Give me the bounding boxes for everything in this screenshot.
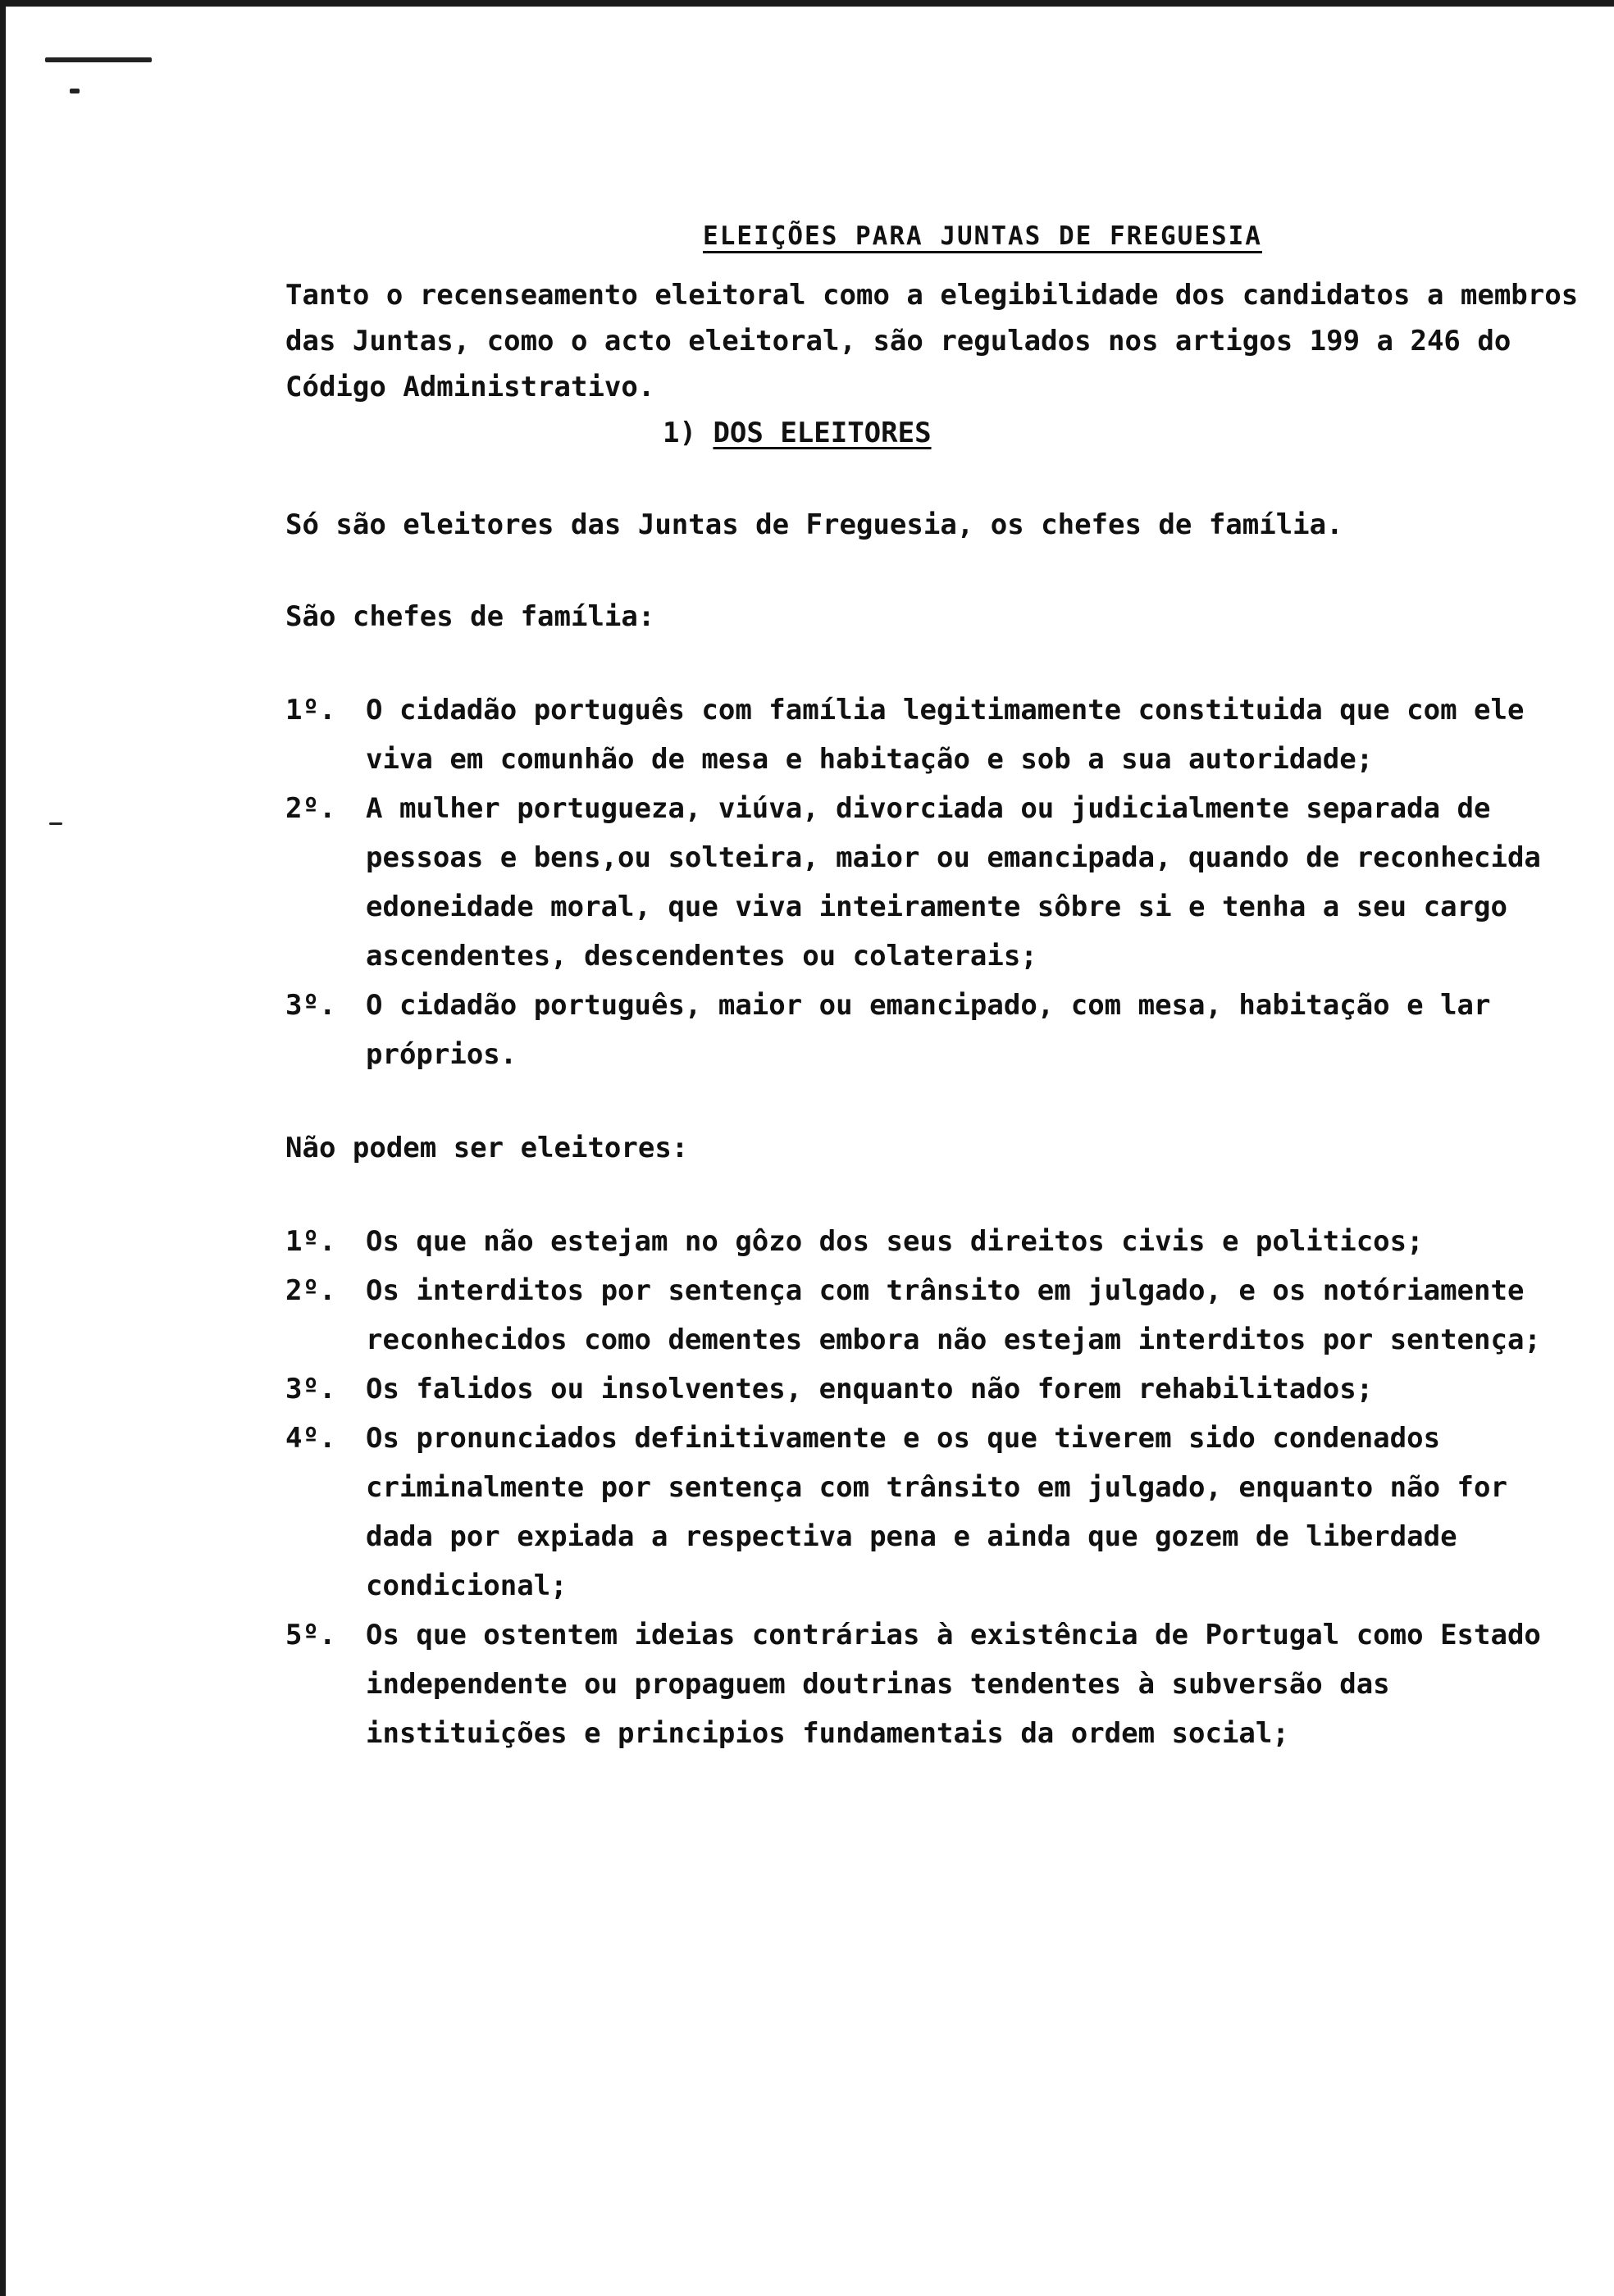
item-text: O cidadão português com família legitimamente constituida que com ele viva em comunhão de mesa e habitação e sob a sua autoridade; bbox=[366, 694, 1525, 776]
list-item bbox=[285, 1266, 1581, 1364]
item-number: 2º. bbox=[285, 1274, 336, 1307]
item-text: Os falidos ou insolventes, enquanto não forem rehabilitados; bbox=[366, 1373, 1374, 1405]
item-number: 1º. bbox=[285, 1225, 336, 1258]
list-item bbox=[285, 981, 1581, 1079]
item-number: 3º. bbox=[285, 1373, 336, 1405]
section-heading bbox=[285, 410, 1581, 456]
list-item bbox=[285, 686, 1581, 784]
document-body bbox=[285, 221, 1581, 1804]
list-item bbox=[285, 1217, 1581, 1266]
section-title: DOS ELEITORES bbox=[713, 417, 932, 449]
page-border-top bbox=[0, 0, 1614, 7]
section-number: 1) bbox=[663, 417, 696, 449]
non-electors-list bbox=[285, 1217, 1581, 1758]
item-number: 3º. bbox=[285, 989, 336, 1022]
item-number: 4º. bbox=[285, 1422, 336, 1455]
page-border-left bbox=[0, 0, 6, 2296]
item-number: 1º. bbox=[285, 694, 336, 727]
heads-of-family-label: São chefes de família: bbox=[285, 600, 655, 633]
item-text: Os que ostentem ideias contrárias à existência de Portugal como Estado independente ou propaguem doutrinas tendentes à subversão das instituições e principios fundamentais da ordem social; bbox=[366, 1619, 1541, 1750]
list-item bbox=[285, 1364, 1581, 1414]
document-title: ELEIÇÕES PARA JUNTAS DE FREGUESIA bbox=[703, 221, 1262, 251]
item-text: Os que não estejam no gôzo dos seus direitos civis e politicos; bbox=[366, 1225, 1424, 1258]
eligibility-statement: Só são eleitores das Juntas de Freguesia, os chefes de família. bbox=[285, 508, 1343, 541]
scan-mark bbox=[49, 822, 62, 825]
item-text: A mulher portugueza, viúva, divorciada ou judicialmente separada de pessoas e bens,ou solteira, maior ou emancipada, quando de reconhecida edoneidade moral, que viva inteiramente sôbre si e tenha a seu cargo ascendentes, descendentes ou colaterais; bbox=[366, 792, 1541, 973]
item-text: O cidadão português, maior ou emancipado, com mesa, habitação e lar próprios. bbox=[366, 989, 1491, 1071]
heads-of-family-list bbox=[285, 686, 1581, 1079]
item-text: Os pronunciados definitivamente e os que tiverem sido condenados criminalmente por sentença com trânsito em julgado, enquanto não for dada por expiada a respectiva pena e ainda que gozem de liberdade condicional; bbox=[366, 1422, 1507, 1602]
list-item bbox=[285, 784, 1581, 981]
item-number: 5º. bbox=[285, 1619, 336, 1651]
scan-mark bbox=[45, 57, 152, 62]
non-electors-label: Não podem ser eleitores: bbox=[285, 1132, 689, 1164]
item-number: 2º. bbox=[285, 792, 336, 825]
item-text: Os interditos por sentença com trânsito em julgado, e os notóriamente reconhecidos como dementes embora não estejam interditos por sentença; bbox=[366, 1274, 1541, 1356]
list-item bbox=[285, 1610, 1581, 1758]
scan-mark bbox=[70, 89, 80, 93]
intro-paragraph: Tanto o recenseamento eleitoral como a elegibilidade dos candidatos a membros das Juntas, como o acto eleitoral, são regulados nos artigos 199 a 246 do Código Administrativo. bbox=[285, 279, 1579, 403]
list-item bbox=[285, 1414, 1581, 1610]
